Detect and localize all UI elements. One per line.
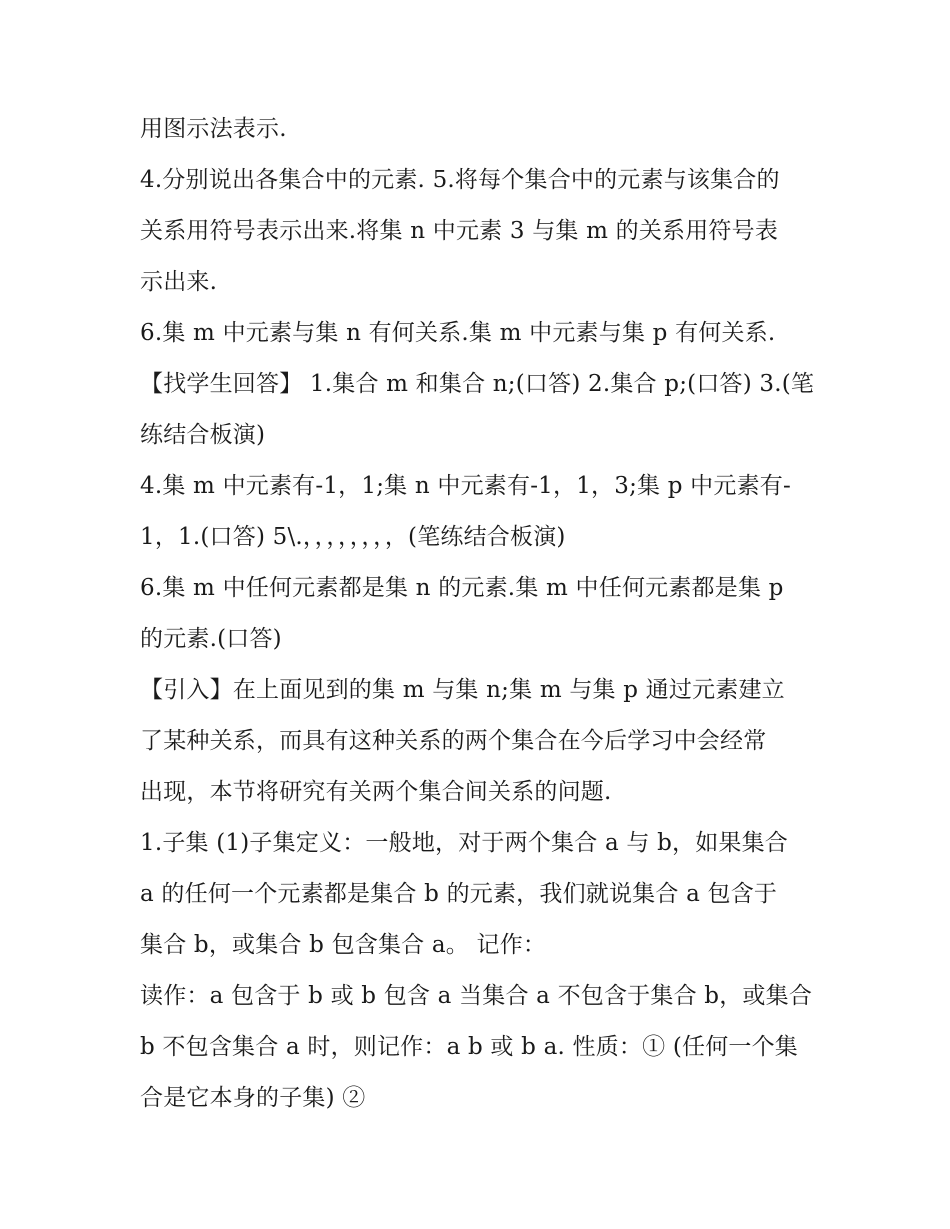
text-line: 练结合板演) [140,422,266,448]
text-line: 用图示法表示. [140,116,287,142]
text-line: 【引入】在上面见到的集 m 与集 n;集 m 与集 p 通过元素建立 [140,677,785,703]
text-line: b 不包含集合 a 时，则记作：a b 或 b a. 性质：① (任何一个集 [140,1034,798,1060]
text-line: 1，1.(口答) 5\.，，，，，，，，(笔练结合板演) [140,524,566,550]
text-line: 【找学生回答】 1.集合 m 和集合 n;(口答) 2.集合 p;(口答) 3.(笔 [140,371,815,397]
text-line: 读作：a 包含于 b 或 b 包含 a 当集合 a 不包含于集合 b，或集合 [140,983,813,1009]
text-line: 的元素.(口答) [140,626,282,652]
text-line: 示出来. [140,269,218,295]
text-line: 1.子集 (1)子集定义：一般地，对于两个集合 a 与 b，如果集合 [140,830,789,856]
text-line: 6.集 m 中任何元素都是集 n 的元素.集 m 中任何元素都是集 p [140,575,784,601]
text-line: a 的任何一个元素都是集合 b 的元素，我们就说集合 a 包含于 [140,881,778,907]
text-line: 关系用符号表示出来.将集 n 中元素 3 与集 m 的关系用符号表 [140,218,779,244]
document-body [140,104,820,1124]
text-line: 集合 b，或集合 b 包含集合 a。 记作： [140,932,547,958]
text-line: 了某种关系，而具有这种关系的两个集合在今后学习中会经常 [140,728,767,754]
text-line: 出现，本节将研究有关两个集合间关系的问题. [140,779,612,805]
text-line: 4.分别说出各集合中的元素. 5.将每个集合中的元素与该集合的 [140,167,780,193]
text-line: 合是它本身的子集) ② [140,1085,366,1111]
text-line: 6.集 m 中元素与集 n 有何关系.集 m 中元素与集 p 有何关系. [140,320,776,346]
text-line: 4.集 m 中元素有-1，1;集 n 中元素有-1，1，3;集 p 中元素有- [140,473,791,499]
